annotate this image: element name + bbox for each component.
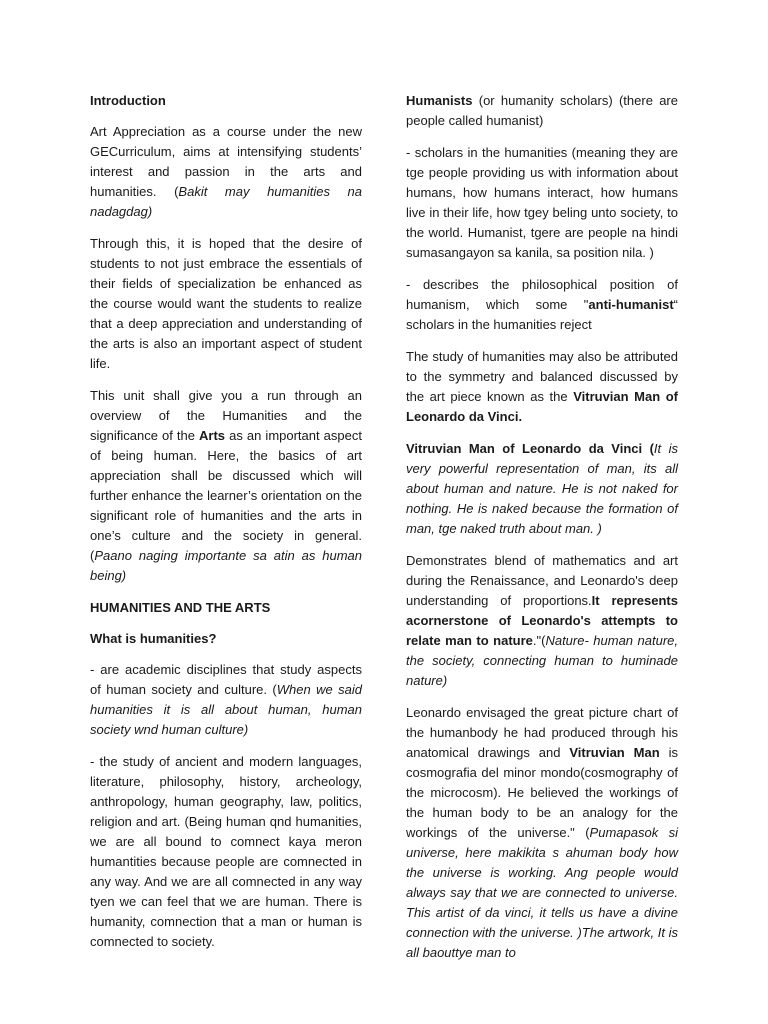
definition-paragraph-2: - the study of ancient and modern languages, literature, philosophy, history, archeology, anthropology, human geography, law, politics, religion and art. (Being human qnd humanities, we are all bound to comnect kaya meron humantities because people are comnected in any way. And we are all comnected in any way tyen we can feel that we are human. There is humanity, comnection that a man or human is comnected to society. [90, 754, 362, 949]
leonardo-italic: Pumapasok si universe, here makikita s ahuman body how the universe is working. Ang people would always say that we are connected to universe. This artist of da vinci, it tells us have a divine connection with the universe. )The artwork, It is all baouttye man to [406, 825, 678, 960]
demonstrates-text-a: Demonstrates blend of mathematics and art during the Renaissance, and Leonardo's deep understanding of proportions. [406, 553, 678, 608]
intro-paragraph-2: Through this, it is hoped that the desire of students to not just embrace the essentials of their fields of specialization be enhanced as the course would want the students to realize that a deep appreciation and understanding of the arts is also an important aspect of student life. [90, 236, 362, 371]
definition-p1-text: - are academic disciplines that study aspects of human society and culture. ( [90, 662, 362, 697]
philosophy-paragraph [406, 275, 678, 335]
intro-p3-bold: Arts [199, 428, 226, 443]
humanists-text: (or humanity scholars) (there are people called humanist) [406, 93, 678, 128]
demonstrates-paragraph [406, 551, 678, 691]
leonardo-paragraph [406, 703, 678, 963]
leonardo-text-b: is cosmografia del minor mondo(cosmography of the microcosm). He believed the workings of the human body to be an analogy for the workings of the universe." ( [406, 745, 678, 840]
study-paragraph [406, 347, 678, 427]
leonardo-bold: Vitruvian Man [569, 745, 660, 760]
vitruvian-italic: It is very powerful representation of man, its all about human and nature. He is not naked for nothing. He is naked because the formation of man, tge naked truth about man. ) [406, 441, 678, 536]
left-column [90, 91, 362, 964]
intro-paragraph-1 [90, 122, 362, 222]
definition-paragraph-1 [90, 660, 362, 740]
intro-p3-text-a: This unit shall give you a run through an overview of the Humanities and the significance of the [90, 388, 362, 443]
philosophy-text-a: - describes the philosophical position of humanism, which some " [406, 277, 678, 312]
intro-paragraph-3 [90, 386, 362, 586]
study-text: The study of humanities may also be attributed to the symmetry and balanced discussed by the art piece known as the [406, 349, 678, 404]
humanists-bold: Humanists [406, 93, 473, 108]
demonstrates-italic: Nature- human nature, the society, connecting human to huminade nature) [406, 633, 678, 688]
intro-p1-italic: Bakit may humanities na nadagdag) [90, 184, 363, 219]
demonstrates-bold: It represents acornerstone of Leonardo's attempts to relate man to nature [406, 593, 678, 648]
vitruvian-bold: Vitruvian Man of Leonardo da Vinci. [406, 389, 679, 424]
scholars-paragraph: - scholars in the humanities (meaning they are tge people providing us with information about humans, how humans interact, how humans live in their life, how tgey beling unto society, to the world. Humanist, tgere are people na hindi sumasangayon sa kanila, sa position nila. ) [406, 145, 678, 260]
intro-p3-italic: Paano naging importante sa atin as human being) [90, 548, 362, 583]
intro-p3-text-b: as an important aspect of being human. Here, the basics of art appreciation shall be discussed which will further enhance the learner’s orientation on the significant role of humanities and the arts in one’s culture and the society in general. ( [90, 428, 362, 563]
question-heading: What is humanities? [90, 631, 217, 646]
intro-p1-text: Art Appreciation as a course under the new GECurriculum, aims at intensifying students’ interest and passion in the arts and humanities. ( [90, 124, 362, 199]
humanists-paragraph [406, 91, 678, 131]
definition-p1-italic: When we said humanities it is all about human, human society wnd human culture) [90, 682, 362, 737]
demonstrates-text-b: ."( [532, 633, 546, 648]
section-heading: HUMANITIES AND THE ARTS [90, 600, 271, 615]
leonardo-text-a: Leonardo envisaged the great picture chart of the humanbody he had produced through his anatomical drawings and [406, 705, 678, 760]
anti-humanist-bold: anti-humanist [588, 297, 674, 312]
right-column [406, 91, 678, 975]
introduction-heading: Introduction [90, 93, 166, 108]
vitruvian-paragraph [406, 439, 678, 539]
philosophy-text-b: “ scholars in the humanities reject [406, 297, 678, 332]
vitruvian-title-bold: Vitruvian Man of Leonardo da Vinci ( [406, 441, 654, 456]
